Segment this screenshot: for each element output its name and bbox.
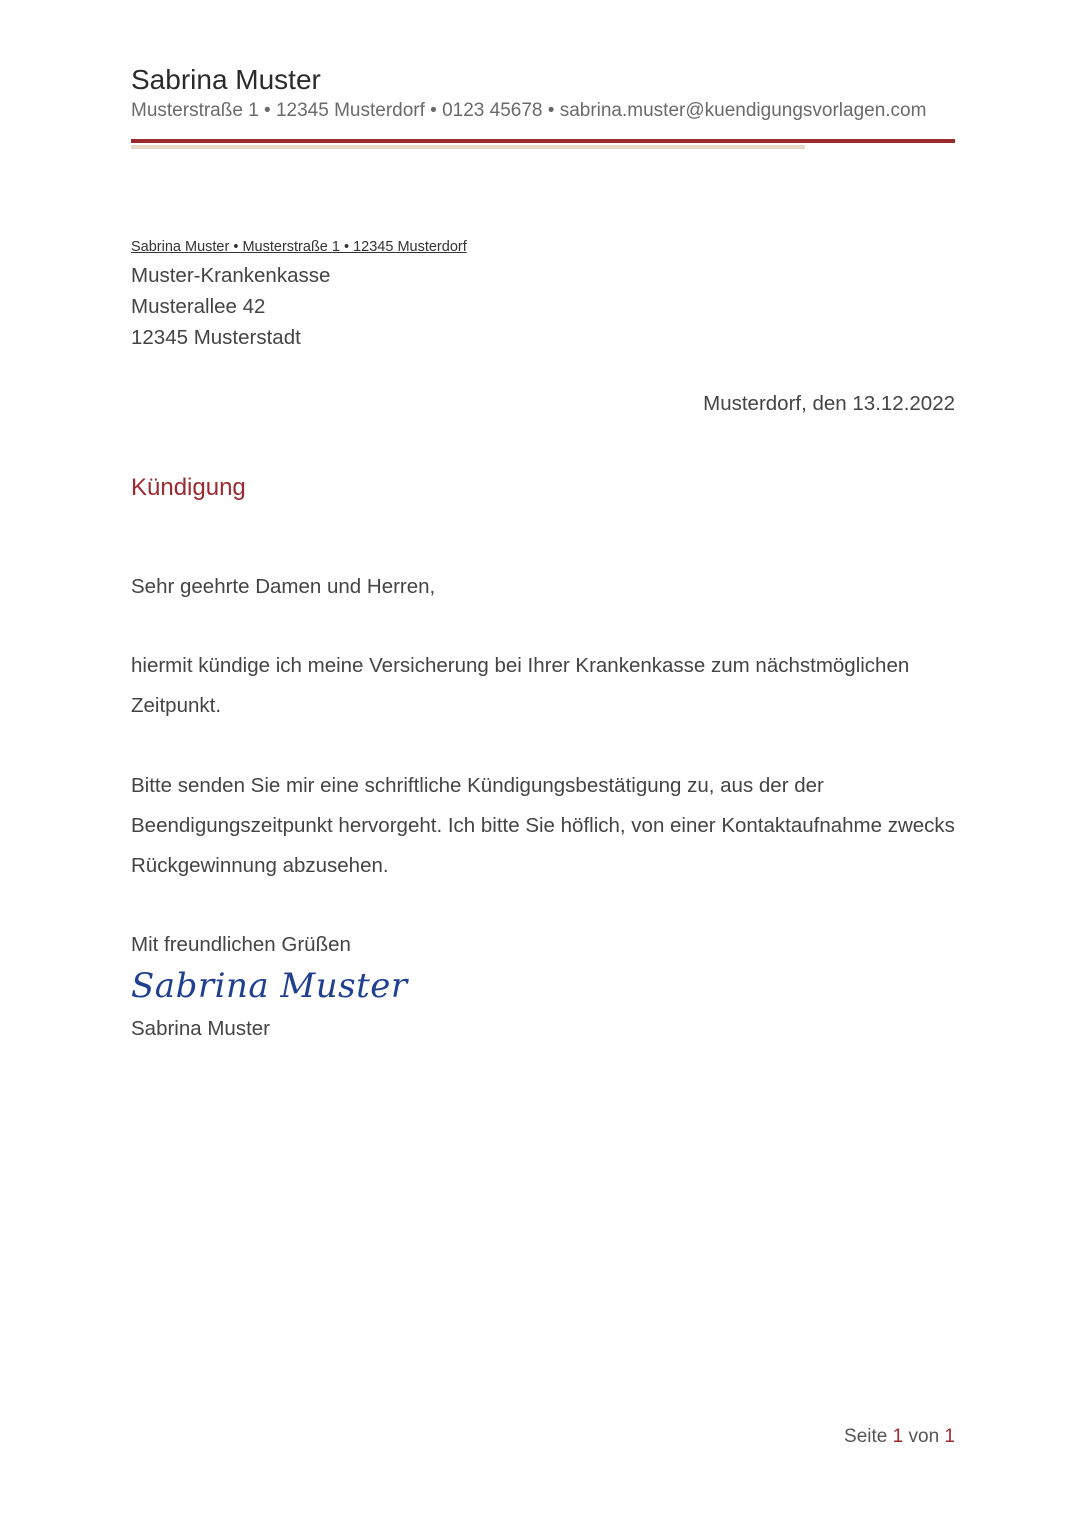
- footer-middle: von: [908, 1426, 940, 1447]
- footer-total-pages: 1: [944, 1426, 955, 1447]
- recipient-company: Muster-Krankenkasse: [131, 264, 331, 287]
- page-footer: [844, 1426, 955, 1448]
- footer-prefix: Seite: [844, 1426, 888, 1447]
- return-address-line: Sabrina Muster • Musterstraße 1 • 12345 Musterdorf: [131, 239, 467, 255]
- recipient-address: [131, 260, 330, 353]
- sender-name: Sabrina Muster: [131, 64, 321, 95]
- salutation: Sehr geehrte Damen und Herren,: [131, 575, 436, 598]
- recipient-city: 12345 Musterstadt: [131, 326, 301, 349]
- header-rule-beige: [131, 145, 805, 149]
- date-line: Musterdorf, den 13.12.2022: [703, 392, 955, 415]
- handwritten-signature: Sabrina Muster: [131, 966, 408, 1006]
- recipient-street: Musterallee 42: [131, 295, 266, 318]
- signer-name: Sabrina Muster: [131, 1017, 271, 1040]
- subject-heading: Kündigung: [131, 474, 246, 501]
- sender-contact-line: Musterstraße 1 • 12345 Musterdorf • 0123 45678 • sabrina.muster@kuendigungsvorlagen.com: [131, 100, 927, 121]
- paragraph-2: Bitte senden Sie mir eine schriftliche Kündigungsbestätigung zu, aus der der Beendigungszeitpunkt hervorgeht. Ich bitte Sie höflich, von einer Kontaktaufnahme zwecks Rückgewinnung abzusehen.: [131, 774, 955, 877]
- header-rule-red: [131, 139, 955, 143]
- paragraph-1: hiermit kündige ich meine Versicherung bei Ihrer Krankenkasse zum nächstmöglichen Zeitpunkt.: [131, 654, 910, 717]
- closing: Mit freundlichen Grüßen: [131, 933, 351, 956]
- footer-current-page: 1: [892, 1426, 904, 1447]
